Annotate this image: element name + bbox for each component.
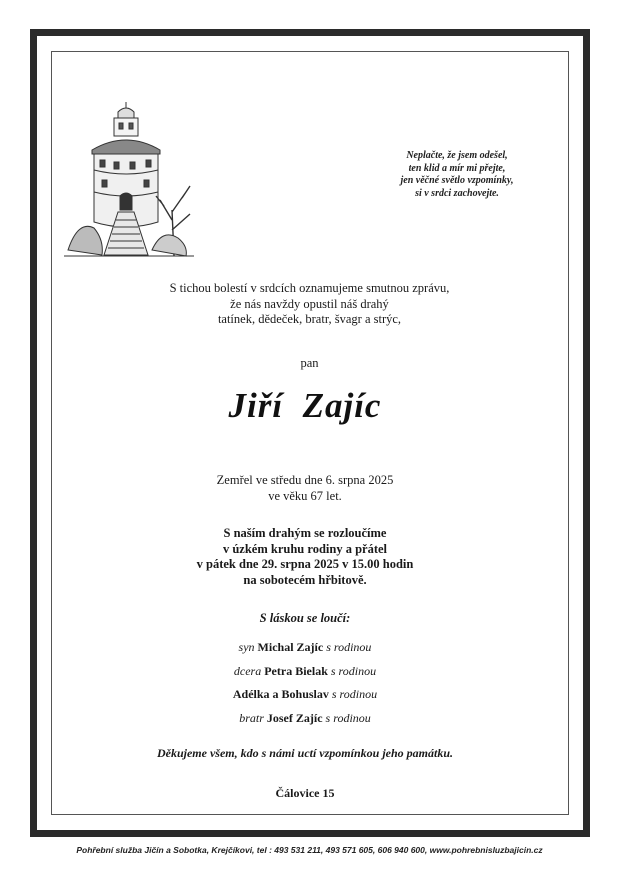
salutation: pan — [300, 356, 319, 370]
mourner-relation: syn — [238, 640, 255, 654]
intro-line: S tichou bolestí v srdcích oznamujeme smutnou zprávu, — [169, 281, 450, 295]
mourner-entry — [0, 685, 610, 709]
death-line: ve věku 67 let. — [268, 488, 342, 503]
poem-line: ten klid a mír mi přejte, — [408, 162, 506, 174]
intro-line: že nás navždy opustil náš drahý — [230, 296, 389, 311]
death-notice — [0, 473, 610, 504]
mourner-entry — [0, 638, 610, 662]
mourner-name: Petra Bielak — [264, 663, 328, 678]
mourner-relation: bratr — [239, 710, 264, 725]
mourner-suffix: s rodinou — [331, 687, 378, 701]
poem-line: jen věčné světlo vzpomínky, — [400, 175, 514, 186]
mourner-name: Michal Zajíc — [257, 640, 324, 654]
poem-line: Neplačte, že jsem odešel, — [406, 150, 508, 161]
poem-line: si v srdci zachovejte. — [415, 187, 499, 199]
farewell-heading: S láskou se loučí: — [259, 611, 351, 625]
mourner-relation: dcera — [233, 663, 262, 678]
mourner-entry — [0, 709, 610, 733]
castle-illustration — [64, 100, 194, 260]
poem-quote — [372, 150, 542, 200]
intro-line: tatínek, dědeček, bratr, švagr a strýc, — [217, 312, 402, 326]
mourner-name: Josef Zajíc — [266, 710, 323, 725]
death-line: Zemřel ve středu dne 6. srpna 2025 — [216, 473, 394, 487]
family-address: Čálovice 15 — [275, 786, 335, 800]
mourner-suffix: s rodinou — [325, 710, 371, 725]
mourner-entry — [0, 662, 610, 686]
funeral-line: S naším drahým se rozloučíme — [223, 526, 387, 540]
deceased-name: Jiří Zajíc — [228, 386, 382, 425]
thanks-line: Děkujeme všem, kdo s námi uctí vzpomínkou jeho památku. — [156, 746, 453, 760]
mourner-name: Adélka a Bohuslav — [232, 687, 329, 701]
announcement-intro — [0, 281, 619, 328]
funeral-line: v pátek dne 29. srpna 2025 v 15.00 hodin — [196, 557, 414, 571]
mourner-suffix: s rodinou — [326, 640, 372, 654]
mourner-suffix: s rodinou — [330, 663, 377, 678]
funeral-service-footer: Pohřební služba Jičín a Sobotka, Krejčíkovi, tel : 493 531 211, 493 571 605, 606 940 600, www.pohrebnisluzbajicin.cz — [76, 845, 543, 855]
mourners-list — [0, 638, 610, 732]
funeral-details — [0, 526, 610, 588]
funeral-line: v úzkém kruhu rodiny a přátel — [222, 541, 388, 556]
funeral-line: na sobotecém hřbitově. — [243, 572, 367, 587]
